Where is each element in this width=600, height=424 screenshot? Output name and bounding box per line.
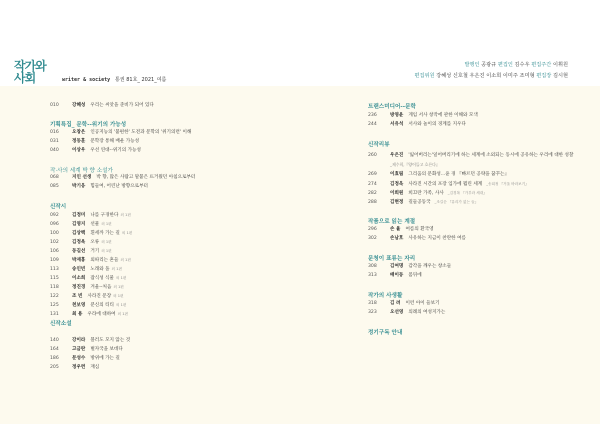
toc-page-number: 092 bbox=[50, 213, 59, 218]
toc-author: 박재홍 bbox=[72, 258, 86, 263]
toc-entry[interactable] bbox=[50, 229, 132, 237]
toc-entry[interactable] bbox=[368, 171, 509, 179]
toc-page-number: 096 bbox=[50, 222, 59, 227]
toc-author: 손남호 bbox=[390, 236, 404, 241]
toc-note: _조길순 『유리가 없는 들』 bbox=[434, 200, 479, 204]
toc-entry[interactable] bbox=[368, 121, 466, 129]
toc-title: 오류 bbox=[90, 240, 100, 245]
toc-page-number: 164 bbox=[50, 347, 59, 352]
toc-subnote: 외 1편 bbox=[101, 240, 112, 244]
toc-title: 우선 연대--위기의 가능성 bbox=[90, 148, 141, 153]
logo-line-1: 작가와 bbox=[14, 59, 46, 73]
toc-page-number: 274 bbox=[368, 182, 377, 187]
table-of-contents bbox=[0, 86, 600, 424]
toc-page-number: 010 bbox=[50, 103, 59, 108]
toc-author: 배이동 bbox=[390, 273, 404, 278]
toc-title: 우라에 대하여 bbox=[87, 312, 116, 317]
toc-author: 오창은 bbox=[72, 130, 86, 135]
toc-entry[interactable] bbox=[50, 247, 112, 255]
toc-title: 선물 bbox=[90, 222, 100, 227]
toc-title: '잃어버리는'일어버리기에 하는 세계에 소외되는 동시에 공유하는 우리에 대한 성찰 bbox=[408, 153, 574, 158]
toc-author: 조 빈 bbox=[72, 294, 83, 299]
toc-page-number: 102 bbox=[50, 240, 59, 245]
toc-entry[interactable] bbox=[50, 238, 112, 246]
toc-author: 강이라 bbox=[72, 338, 86, 343]
toc-page-number: 016 bbox=[50, 130, 59, 135]
toc-page-number: 323 bbox=[368, 310, 377, 315]
toc-title: 벌자국을 보데다 bbox=[90, 347, 123, 352]
toc-author: 김정옥 bbox=[72, 240, 86, 245]
toc-author: 김정욱 bbox=[390, 182, 404, 187]
staff-role: 편집장 bbox=[536, 73, 552, 79]
toc-title: 우리는 씨앗을 준비가 되어 있다 bbox=[90, 103, 154, 108]
toc-section-heading: 신작소설 bbox=[50, 321, 72, 327]
toc-entry[interactable] bbox=[368, 161, 440, 169]
toc-author: 방영윤 bbox=[390, 113, 404, 118]
toc-subnote: 외 1편 bbox=[115, 303, 127, 307]
toc-page-number: 318 bbox=[368, 301, 377, 306]
toc-section-heading: 작가의 사생활 bbox=[368, 293, 403, 299]
toc-entry[interactable] bbox=[50, 138, 139, 146]
staff-name: 김수우 bbox=[514, 62, 530, 68]
toc-entry[interactable] bbox=[50, 301, 126, 309]
toc-author: 이희원 bbox=[390, 191, 404, 196]
toc-title: 겨울--처음 bbox=[90, 285, 112, 290]
toc-author: 정우련 bbox=[72, 365, 86, 370]
staff-name: 김시현 bbox=[552, 73, 568, 79]
toc-title: 길들공동국 bbox=[408, 200, 431, 205]
toc-subnote: 외 1편 bbox=[121, 231, 133, 235]
toc-title: 이런 아이 들보기 bbox=[405, 301, 440, 306]
toc-title: 사유하는 지금이 찬란한 여름 bbox=[408, 236, 466, 241]
toc-entry[interactable] bbox=[368, 112, 478, 120]
toc-subnote: 외 1편 bbox=[101, 222, 112, 226]
toc-title: 희끄란 가족, 사사 bbox=[408, 191, 444, 196]
toc-author: 문성수 bbox=[72, 356, 86, 361]
header-band bbox=[0, 0, 600, 86]
toc-entry[interactable] bbox=[368, 272, 422, 280]
toc-subnote: 외 1편 bbox=[120, 258, 131, 262]
toc-title: 잡식성 식물 bbox=[90, 276, 114, 281]
toc-title: 사라진 시간의 포장 입가에 뭘린 세계 bbox=[408, 182, 483, 187]
toc-author: 서유석 bbox=[390, 122, 404, 127]
publication-info bbox=[62, 76, 166, 83]
toc-author: 최 용 bbox=[72, 312, 83, 317]
toc-author: 강혜성 bbox=[72, 103, 86, 108]
toc-title: 거기 bbox=[90, 249, 100, 254]
toc-section-heading: 신작시 bbox=[50, 204, 67, 210]
toc-note: _송희정 『거울 바라보기』 bbox=[486, 182, 529, 186]
toc-entry[interactable] bbox=[368, 198, 478, 206]
staff-role: 편집위원 bbox=[414, 73, 435, 79]
toc-page-number: 260 bbox=[368, 153, 377, 158]
toc-author: 지인 선생 bbox=[72, 175, 92, 180]
toc-author: 이상우 bbox=[72, 148, 86, 153]
toc-title: 외따리는 흔들 bbox=[90, 258, 119, 263]
toc-entry[interactable] bbox=[368, 300, 439, 308]
toc-entry[interactable] bbox=[50, 355, 120, 363]
toc-subnote: 외 1편 bbox=[117, 312, 128, 316]
toc-author: 김여명 bbox=[390, 264, 404, 269]
toc-entry[interactable] bbox=[50, 364, 99, 372]
toc-page-number: 288 bbox=[368, 200, 377, 205]
toc-page-number: 282 bbox=[368, 191, 377, 196]
toc-entry[interactable] bbox=[50, 310, 128, 318]
toc-entry[interactable] bbox=[368, 180, 529, 188]
toc-entry[interactable] bbox=[50, 256, 131, 264]
toc-page-number: 122 bbox=[50, 294, 59, 299]
toc-author: 정진경 bbox=[72, 285, 86, 290]
toc-entry[interactable] bbox=[368, 152, 573, 160]
toc-section-heading: 정기구독 안내 bbox=[368, 330, 403, 336]
toc-page-number: 205 bbox=[50, 365, 59, 370]
toc-title: 노래와 돌 bbox=[90, 267, 110, 272]
toc-page-number: 140 bbox=[50, 338, 59, 343]
toc-section-heading: 신작리뷰 bbox=[368, 142, 390, 148]
toc-page-number: 113 bbox=[50, 267, 59, 272]
toc-entry[interactable] bbox=[50, 129, 191, 137]
toc-subnote: 외 1편 bbox=[113, 285, 124, 289]
staff-line-2 bbox=[414, 72, 568, 79]
toc-entry[interactable] bbox=[368, 189, 487, 197]
issue-number: 통권 81호_ 2021_여름 bbox=[114, 77, 167, 83]
toc-entry[interactable] bbox=[50, 292, 124, 300]
toc-entry[interactable] bbox=[50, 265, 122, 273]
toc-author: 송인빈 bbox=[72, 267, 86, 272]
toc-page-number: 085 bbox=[50, 184, 59, 189]
toc-author: 정동훈 bbox=[72, 139, 86, 144]
toc-subnote: 외 1편 bbox=[115, 276, 127, 280]
toc-title: 의례의 여성지가는 bbox=[408, 310, 446, 315]
toc-title: 감각을 깨우는 창소들 bbox=[408, 264, 452, 269]
staff-role: 편집주간 bbox=[531, 62, 552, 68]
toc-entry[interactable] bbox=[50, 102, 154, 110]
toc-subnote: 외 1편 bbox=[101, 249, 112, 253]
toc-entry[interactable] bbox=[368, 235, 466, 243]
toc-title: 분신의 티티 bbox=[90, 303, 114, 308]
toc-note: _김경복 『가부라 세대』 bbox=[447, 191, 487, 195]
toc-author: 김현정 bbox=[390, 200, 404, 205]
toc-title: 여름의 환국영 bbox=[405, 227, 434, 232]
toc-page-number: 109 bbox=[50, 258, 59, 263]
toc-author: 손 율 bbox=[390, 227, 401, 232]
toc-title: 인공지능의 '불편한' 도전과 문학의 '위기의련' 이해 bbox=[90, 130, 192, 135]
toc-subnote: 외 1편 bbox=[113, 294, 124, 298]
toc-section-heading: 작·사의 세계 박 향 소설가 bbox=[50, 168, 113, 174]
toc-title: 몸뒤에 bbox=[408, 273, 422, 278]
toc-page-number: 244 bbox=[368, 122, 377, 127]
toc-entry[interactable] bbox=[50, 183, 148, 191]
toc-page-number: 302 bbox=[368, 236, 377, 241]
toc-page-number: 308 bbox=[368, 264, 377, 269]
toc-entry[interactable] bbox=[368, 309, 445, 317]
toc-author: 김영지 bbox=[72, 222, 86, 227]
toc-title: 박 향, 많은 사람고 말불은 뜨거웠던 아침으로부터 bbox=[96, 175, 196, 180]
toc-page-number: 040 bbox=[50, 148, 59, 153]
staff-role: 편집인 bbox=[497, 62, 513, 68]
toc-title: _제수희,『양어들고 흐른다』 bbox=[390, 162, 440, 167]
toc-page-number: 131 bbox=[50, 312, 59, 317]
toc-entry[interactable] bbox=[50, 147, 141, 155]
logo-line-2: 사회 bbox=[14, 71, 36, 85]
toc-title: 서사와 놀이의 경계를 지우다 bbox=[408, 122, 466, 127]
toc-author: 김 려 bbox=[390, 301, 401, 306]
toc-section-heading: 트랜스미디어--문학 bbox=[368, 104, 416, 110]
toc-page-number: 118 bbox=[50, 285, 59, 290]
toc-page-number: 115 bbox=[50, 276, 59, 281]
staff-line-1 bbox=[464, 61, 568, 68]
toc-entry[interactable] bbox=[50, 220, 112, 228]
toc-author: 오선영 bbox=[390, 310, 404, 315]
toc-page-number: 313 bbox=[368, 273, 377, 278]
toc-page-number: 031 bbox=[50, 139, 59, 144]
toc-subnote: 외 1편 bbox=[120, 213, 131, 217]
toc-page-number: 269 bbox=[368, 172, 377, 177]
staff-name: 이휘원 bbox=[552, 62, 568, 68]
toc-author: 이소희 bbox=[72, 276, 86, 281]
toc-author: 동길선 bbox=[72, 249, 86, 254]
toc-section-heading: 작품으로 읽는 계절 bbox=[368, 219, 416, 225]
toc-author: 이효림 bbox=[390, 172, 404, 177]
toc-title: 블러도 모지 않는 것 bbox=[90, 338, 131, 343]
toc-page-number: 296 bbox=[368, 227, 377, 232]
toc-title: 문학장 통해 배운 가능성 bbox=[90, 139, 140, 144]
toc-page-number: 186 bbox=[50, 356, 59, 361]
toc-title: 힘들여, 어린난 방향으로부터 bbox=[90, 184, 148, 189]
publication-name: writer & society bbox=[62, 77, 111, 83]
toc-entry[interactable] bbox=[50, 211, 131, 219]
toc-title: 사라진 문장 bbox=[87, 294, 112, 299]
toc-title: 재심 bbox=[90, 365, 100, 370]
toc-entry[interactable] bbox=[50, 283, 124, 291]
toc-section-heading: 기획특집_ 문학--위기의 가능성 bbox=[50, 122, 127, 128]
toc-page-number: 106 bbox=[50, 249, 59, 254]
toc-entry[interactable] bbox=[50, 346, 123, 354]
toc-section-heading: 문청이 표류는 자리 bbox=[368, 256, 416, 262]
staff-name: 공광규 bbox=[481, 62, 497, 68]
toc-author: 고금란 bbox=[72, 347, 86, 352]
staff-role: 발행인 bbox=[464, 62, 480, 68]
toc-author: 천보영 bbox=[72, 303, 86, 308]
toc-entry[interactable] bbox=[50, 174, 195, 182]
toc-title: 게임 서사 창작에 관한 이해와 모색 bbox=[408, 113, 478, 118]
toc-entry[interactable] bbox=[368, 263, 451, 271]
toc-author: 우은진 bbox=[390, 153, 404, 158]
toc-title: 그리움의 문화성...윤 경 『빠르던 공략을 꿈꾸는』 bbox=[408, 172, 510, 177]
toc-entry[interactable] bbox=[50, 337, 130, 345]
toc-page-number: 125 bbox=[50, 303, 59, 308]
toc-entry[interactable] bbox=[368, 226, 434, 234]
toc-subnote: 외 1편 bbox=[111, 267, 122, 271]
toc-author: 김정미 bbox=[72, 213, 86, 218]
toc-title: 방위에 가는 길 bbox=[90, 356, 120, 361]
toc-page-number: 100 bbox=[50, 231, 59, 236]
toc-page-number: 068 bbox=[50, 175, 59, 180]
toc-page-number: 236 bbox=[368, 113, 377, 118]
toc-title: 흰세까 가는 길 bbox=[90, 231, 120, 236]
staff-name: 강혜성 신호철 우은진 이소희 이미주 조미형 bbox=[436, 73, 535, 79]
toc-author: 김상백 bbox=[72, 231, 86, 236]
toc-author: 박기웅 bbox=[72, 184, 86, 189]
toc-title: 나를 구경한다 bbox=[90, 213, 119, 218]
toc-entry[interactable] bbox=[50, 274, 126, 282]
magazine-logo bbox=[14, 60, 54, 86]
